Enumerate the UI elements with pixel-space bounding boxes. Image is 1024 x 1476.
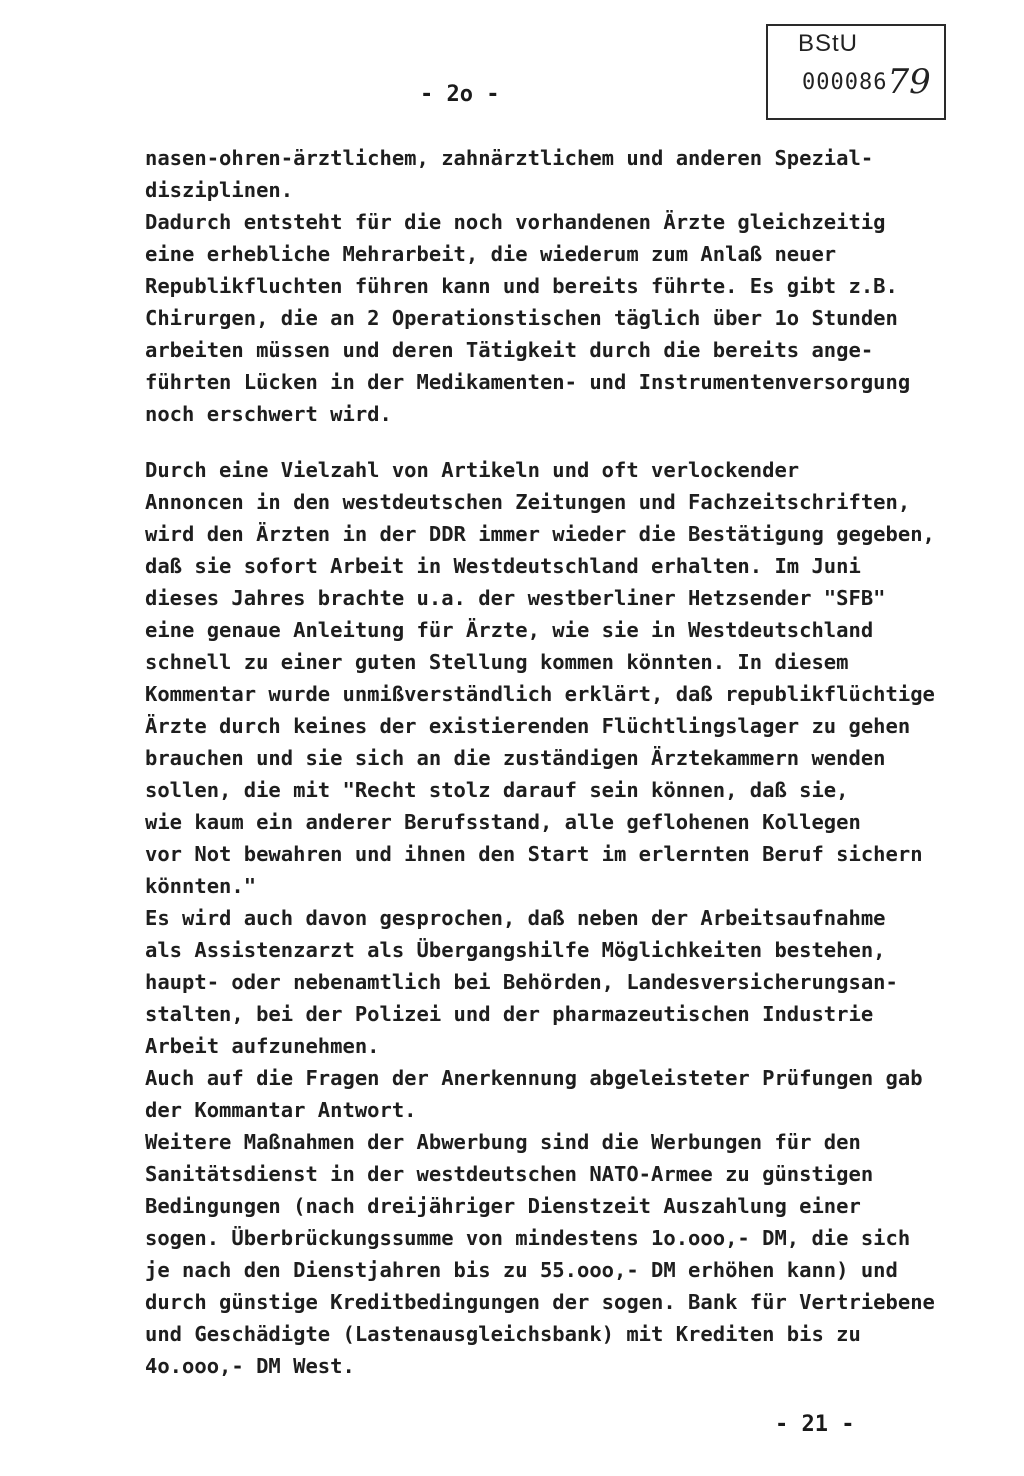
text-line: eine genaue Anleitung für Ärzte, wie sie in Westdeutschland [145,618,874,642]
page-number: - 2o - [420,82,500,107]
archive-stamp [766,24,946,120]
text-line: haupt- oder nebenamtlich bei Behörden, Landesversicherungsan- [145,970,898,994]
text-line: schnell zu einer guten Stellung kommen könnten. In diesem [145,650,849,674]
text-line: wie kaum ein anderer Berufsstand, alle geflohenen Kollegen [145,810,861,834]
stamp-title: BStU [798,30,859,57]
paragraph-gap [145,430,975,454]
text-line: disziplinen. [145,178,294,202]
text-line: nasen-ohren-ärztlichem, zahnärztlichem und anderen Spezial- [145,146,874,170]
text-line: Bedingungen (nach dreijähriger Dienstzeit Auszahlung einer [145,1194,861,1218]
paragraph [145,454,975,1382]
text-line: daß sie sofort Arbeit in Westdeutschland erhalten. Im Juni [145,554,861,578]
text-line: als Assistenzarzt als Übergangshilfe Möglichkeiten bestehen, [145,938,886,962]
text-line: führten Lücken in der Medikamenten- und Instrumentenversorgung [145,370,911,394]
text-line: vor Not bewahren und ihnen den Start im erlernten Beruf sichern [145,842,923,866]
text-line: noch erschwert wird. [145,402,392,426]
text-line: Weitere Maßnahmen der Abwerbung sind die Werbungen für den [145,1130,861,1154]
text-line: und Geschädigte (Lastenausgleichsbank) mit Krediten bis zu [145,1322,861,1346]
paragraph [145,142,975,430]
text-line: Auch auf die Fragen der Anerkennung abgeleisteter Prüfungen gab [145,1066,923,1090]
text-line: Es wird auch davon gesprochen, daß neben der Arbeitsaufnahme [145,906,886,930]
text-line: eine erhebliche Mehrarbeit, die wiederum zum Anlaß neuer [145,242,837,266]
text-line: durch günstige Kreditbedingungen der sogen. Bank für Vertriebene [145,1290,935,1314]
text-line: Durch eine Vielzahl von Artikeln und oft verlockender [145,458,800,482]
text-line: sogen. Überbrückungssumme von mindestens 1o.ooo,- DM, die sich [145,1226,911,1250]
text-line: je nach den Dienstjahren bis zu 55.ooo,- DM erhöhen kann) und [145,1258,898,1282]
text-line: arbeiten müssen und deren Tätigkeit durch die bereits ange- [145,338,874,362]
text-line: Sanitätsdienst in der westdeutschen NATO-Armee zu günstigen [145,1162,874,1186]
next-page-number: - 21 - [775,1412,855,1437]
text-line: Dadurch entsteht für die noch vorhandenen Ärzte gleichzeitig [145,210,886,234]
text-line: Chirurgen, die an 2 Operationstischen täglich über 1o Stunden [145,306,898,330]
stamp-printed-number: 000086 [802,70,888,95]
text-line: stalten, bei der Polizei und der pharmazeutischen Industrie [145,1002,874,1026]
stamp-number [802,62,931,102]
text-line: Republikfluchten führen kann und bereits führte. Es gibt z.B. [145,274,898,298]
text-line: brauchen und sie sich an die zuständigen Ärztekammern wenden [145,746,886,770]
text-line: Kommentar wurde unmißverständlich erklärt, daß republikflüchtige [145,682,935,706]
text-line: könnten." [145,874,257,898]
text-line: 4o.ooo,- DM West. [145,1354,355,1378]
text-line: der Kommantar Antwort. [145,1098,417,1122]
document-body [145,142,975,1382]
text-line: Annoncen in den westdeutschen Zeitungen und Fachzeitschriften, [145,490,911,514]
text-line: Ärzte durch keines der existierenden Flüchtlingslager zu gehen [145,714,911,738]
text-line: sollen, die mit "Recht stolz darauf sein können, daß sie, [145,778,849,802]
text-line: wird den Ärzten in der DDR immer wieder die Bestätigung gegeben, [145,522,935,546]
text-line: Arbeit aufzunehmen. [145,1034,380,1058]
stamp-handwritten-number: 79 [887,62,931,102]
text-line: dieses Jahres brachte u.a. der westberliner Hetzsender "SFB" [145,586,886,610]
